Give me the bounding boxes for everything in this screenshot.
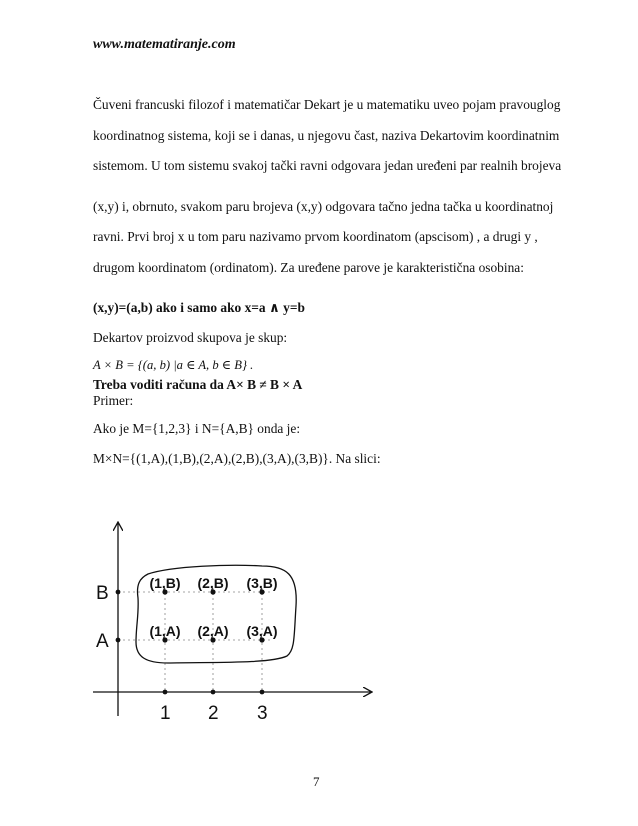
paragraph-line-3: sistemom. U tom sistemu svakoj tački ravni odgovara jedan uređeni par realnih brojeva (93, 158, 562, 173)
y-tick-dot (116, 638, 121, 643)
product-formula: A × B = {(a, b) |a ∈ A, b ∈ B} . (93, 358, 254, 372)
example-product: M×N={(1,A),(1,B),(2,A),(2,B),(3,A),(3,B)}. Na slici: (93, 451, 381, 466)
paragraph-line-1: Čuveni francuski filozof i matematičar Dekart je u matematiku uveo pojam pravouglog (93, 97, 561, 112)
page-number: 7 (313, 774, 320, 789)
point-label: (3,A) (246, 623, 278, 639)
y-tick-label: B (96, 583, 109, 604)
y-tick-dot (116, 590, 121, 595)
site-header: www.matematiranje.com (93, 37, 236, 52)
paragraph-line-6: drugom koordinatom (ordinatom). Za uređene parove je karakteristična osobina: (93, 260, 524, 275)
x-tick-label: 1 (160, 703, 171, 724)
point-label: (3,B) (246, 575, 278, 591)
point-label: (2,B) (197, 575, 229, 591)
example-sets: Ako je M={1,2,3} i N={A,B} onda je: (93, 421, 301, 436)
x-tick-dot (260, 690, 265, 695)
caution-note: Treba voditi računa da A× B ≠ B × A (93, 377, 303, 392)
point-label: (1,B) (149, 575, 181, 591)
example-label: Primer: (93, 393, 134, 408)
paragraph-line-5: ravni. Prvi broj x u tom paru nazivamo prvom koordinatom (apscisom) , a drugi y , (93, 229, 538, 244)
point-label: (2,A) (197, 623, 229, 639)
x-tick-dot (163, 690, 168, 695)
x-tick-label: 2 (208, 703, 219, 724)
paragraph-line-4: (x,y) i, obrnuto, svakom paru brojeva (x,y) odgovara tačno jedna tačka u koordinatnoj (93, 199, 554, 214)
paragraph-line-2: koordinatnog sistema, koji se i danas, u njegovu čast, naziva Dekartovim koordinatnim (93, 128, 560, 143)
point-label: (1,A) (149, 623, 181, 639)
pair-equality-property: (x,y)=(a,b) ako i samo ako x=a ∧ y=b (93, 300, 305, 315)
product-intro: Dekartov proizvod skupova je skup: (93, 330, 288, 345)
y-tick-label: A (96, 631, 109, 652)
x-tick-dot (211, 690, 216, 695)
x-tick-label: 3 (257, 703, 268, 724)
